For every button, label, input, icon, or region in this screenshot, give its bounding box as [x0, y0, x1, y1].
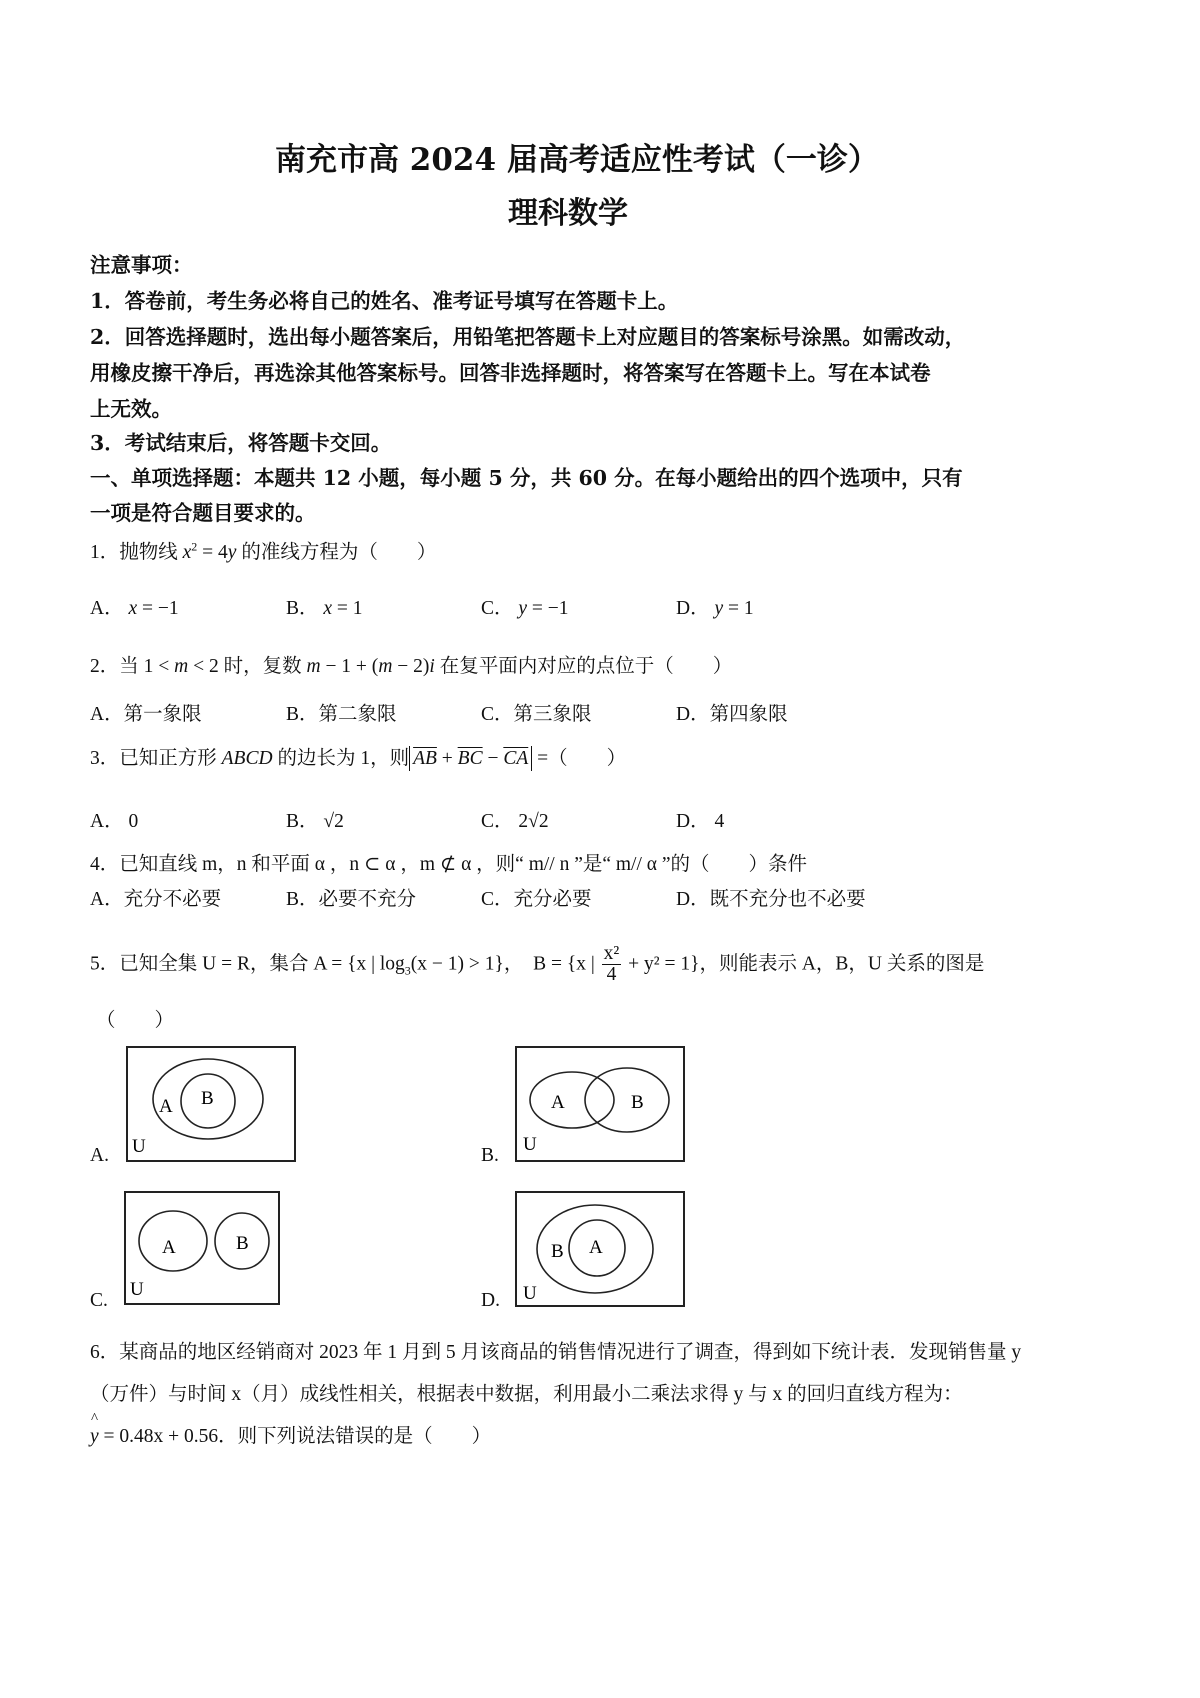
- set-b-label: B: [551, 1241, 564, 1262]
- question-1-option-c[interactable]: C． y = −1: [481, 598, 569, 619]
- fraction-x2-over-4: $\frac{\text{x²}}{4}$: [603, 943, 620, 986]
- diagram-d-letter[interactable]: D.: [481, 1290, 500, 1311]
- set-b-label: B: [201, 1088, 214, 1109]
- section-heading: 一、单项选择题：本题共 12 小题，每小题 5 分，共 60 分。在每小题给出的四个选项中，只有: [90, 466, 963, 490]
- set-b-label: B: [236, 1233, 249, 1254]
- universe-label: U: [523, 1283, 537, 1304]
- set-a-ellipse: [530, 1072, 614, 1128]
- question-5-stem: 5．已知全集 U = R，集合 A = {x | $\log_3(x - 1) > 1$}， B = {x | $\frac{\text{x²}}{4}$ + y² = 1}，则能表示 A，B，U 关系的图是: [90, 943, 985, 986]
- question-4-option-a[interactable]: A．充分不必要: [90, 889, 222, 910]
- notice-heading: 注意事项：: [90, 253, 193, 277]
- question-6-line-1: 6．某商品的地区经销商对 2023 年 1 月到 5 月该商品的销售情况进行了调查，得到如下统计表．发现销售量 y: [90, 1342, 1022, 1363]
- question-4-stem: 4．已知直线 m，n 和平面 α ，n ⊂ α ，m ⊄ α ，则“ m// n ”是“ m// α ”的（ ）条件: [90, 854, 808, 875]
- exam-title: 南充市高 2024 届高考适应性考试（一诊）: [275, 142, 879, 178]
- y-hat: ^ y: [90, 1411, 99, 1447]
- diagram-a-letter[interactable]: A.: [90, 1145, 109, 1166]
- set-a-label: A: [162, 1237, 176, 1258]
- question-2-option-c[interactable]: C．第三象限: [481, 704, 592, 725]
- question-4-option-c[interactable]: C．充分必要: [481, 889, 592, 910]
- exam-subtitle: 理科数学: [508, 196, 628, 231]
- venn-diagram-b[interactable]: [515, 1046, 685, 1162]
- question-2-stem: 2．当 1 < m < 2 时，复数 m − 1 + (m − 2)i 在复平面内对应的点位于（ ）: [90, 656, 733, 677]
- question-2-option-d[interactable]: D．第四象限: [676, 704, 788, 725]
- section-heading-cont: 一项是符合题目要求的。: [90, 501, 316, 525]
- universe-label: U: [523, 1134, 537, 1155]
- question-6-line-3: ^ y = 0.48x + 0.56．则下列说法错误的是（ ）: [90, 1411, 492, 1447]
- venn-diagram-c[interactable]: [124, 1191, 280, 1305]
- universe-label: U: [132, 1136, 146, 1157]
- notice-item-3: 3．考试结束后，将答题卡交回。: [90, 431, 392, 455]
- universe-label: U: [130, 1279, 144, 1300]
- notice-item-1: 1．答卷前，考生务必将自己的姓名、准考证号填写在答题卡上。: [90, 289, 679, 313]
- question-3-stem: 3．已知正方形 ABCD 的边长为 1，则 $\overline{AB} + \overline{BC} - \overline{CA}$ =（ ）: [90, 748, 627, 769]
- venn-diagram-d[interactable]: [515, 1191, 685, 1307]
- notice-item-2: 2．回答选择题时，选出每小题答案后，用铅笔把答题卡上对应题目的答案标号涂黑。如需改动，: [90, 325, 966, 349]
- question-3-option-b[interactable]: B． √2: [286, 811, 344, 832]
- question-1-option-d[interactable]: D． y = 1: [676, 598, 754, 619]
- question-1-option-a[interactable]: A． x = −1: [90, 598, 179, 619]
- notice-item-2-cont: 用橡皮擦干净后，再选涂其他答案标号。回答非选择题时，将答案写在答题卡上。写在本试卷: [90, 361, 931, 385]
- vector-abs-expr: $\overline{AB} + \overline{BC} - \overline{CA}$: [409, 746, 532, 771]
- question-2-option-b[interactable]: B．第二象限: [286, 704, 397, 725]
- question-6-line-2: （万件）与时间 x（月）成线性相关，根据表中数据，利用最小二乘法求得 y 与 x 的回归直线方程为：: [90, 1384, 963, 1405]
- question-2-option-a[interactable]: A．第一象限: [90, 704, 202, 725]
- question-3-option-c[interactable]: C． 2√2: [481, 811, 549, 832]
- question-3-option-d[interactable]: D． 4: [676, 811, 725, 832]
- question-4-option-b[interactable]: B．必要不充分: [286, 889, 417, 910]
- question-3-option-a[interactable]: A． 0: [90, 811, 139, 832]
- diagram-c-letter[interactable]: C.: [90, 1290, 108, 1311]
- set-b-label: B: [631, 1092, 644, 1113]
- question-1-option-b[interactable]: B． x = 1: [286, 598, 363, 619]
- question-1-stem: 1．抛物线 $x^2 = 4y$ 的准线方程为（ ）: [90, 539, 437, 563]
- question-4-option-d[interactable]: D．既不充分也不必要: [676, 889, 866, 910]
- set-a-label: A: [589, 1237, 603, 1258]
- universe-rect: [516, 1047, 684, 1161]
- notice-item-2-cont2: 上无效。: [90, 397, 172, 421]
- question-5-paren: （ ）: [96, 1010, 175, 1031]
- diagram-b-letter[interactable]: B.: [481, 1145, 499, 1166]
- set-b-ellipse: [585, 1068, 669, 1132]
- set-a-label: A: [159, 1096, 173, 1117]
- set-a-label: A: [551, 1092, 565, 1113]
- universe-rect: [125, 1192, 279, 1304]
- venn-diagram-a[interactable]: [126, 1046, 296, 1162]
